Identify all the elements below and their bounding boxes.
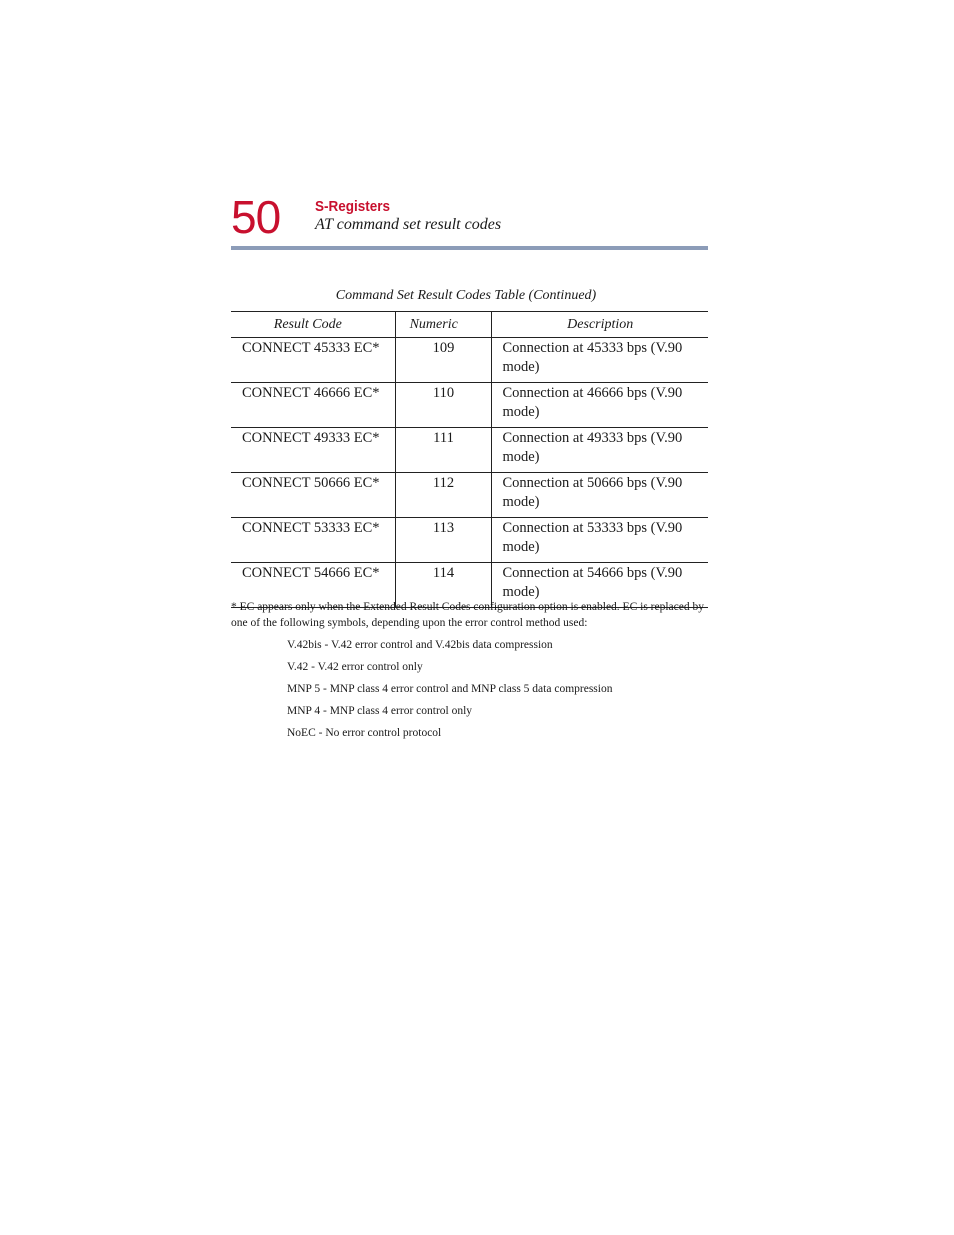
section-title: S-Registers (315, 198, 391, 215)
list-item: MNP 5 - MNP class 4 error control and MNP class 5 data compression (287, 683, 613, 695)
column-header-numeric: Numeric (395, 312, 492, 338)
table-row (231, 383, 708, 428)
table-row (231, 428, 708, 473)
table-footnote: * EC appears only when the Extended Result Codes configuration option is enabled. EC is replaced by one of the following symbols, depending upon the error control method used: (231, 601, 704, 629)
result-code-cell: CONNECT 53333 EC* (231, 518, 395, 563)
page-number: 50 (231, 191, 281, 243)
result-code-cell: CONNECT 50666 EC* (231, 473, 395, 518)
description-cell: Connection at 54666 bps (V.90 mode) (492, 563, 708, 608)
table-row (231, 518, 708, 563)
numeric-cell: 111 (395, 428, 492, 473)
error-control-symbol-list (287, 637, 612, 747)
numeric-cell: 113 (395, 518, 492, 563)
section-subtitle: AT command set result codes (315, 216, 502, 233)
result-code-cell: CONNECT 45333 EC* (231, 338, 395, 383)
table-row (231, 338, 708, 383)
list-item: MNP 4 - MNP class 4 error control only (287, 705, 473, 717)
table-caption: Command Set Result Codes Table (Continued) (335, 288, 597, 303)
list-item: V.42 - V.42 error control only (287, 661, 423, 673)
column-header-description: Description (492, 312, 708, 338)
numeric-cell: 114 (395, 563, 492, 608)
result-code-cell: CONNECT 49333 EC* (231, 428, 395, 473)
list-item: V.42bis - V.42 error control and V.42bis data compression (287, 639, 553, 651)
description-cell: Connection at 49333 bps (V.90 mode) (492, 428, 708, 473)
numeric-cell: 112 (395, 473, 492, 518)
result-code-cell: CONNECT 46666 EC* (231, 383, 395, 428)
header-rule (231, 246, 708, 250)
description-cell: Connection at 45333 bps (V.90 mode) (492, 338, 708, 383)
numeric-cell: 110 (395, 383, 492, 428)
description-cell: Connection at 46666 bps (V.90 mode) (492, 383, 708, 428)
result-codes-table (231, 311, 708, 608)
description-cell: Connection at 50666 bps (V.90 mode) (492, 473, 708, 518)
column-header-result-code: Result Code (231, 312, 395, 338)
result-code-cell: CONNECT 54666 EC* (231, 563, 395, 608)
table-row (231, 473, 708, 518)
list-item: NoEC - No error control protocol (287, 727, 442, 739)
numeric-cell: 109 (395, 338, 492, 383)
description-cell: Connection at 53333 bps (V.90 mode) (492, 518, 708, 563)
table-header-row (231, 312, 708, 338)
